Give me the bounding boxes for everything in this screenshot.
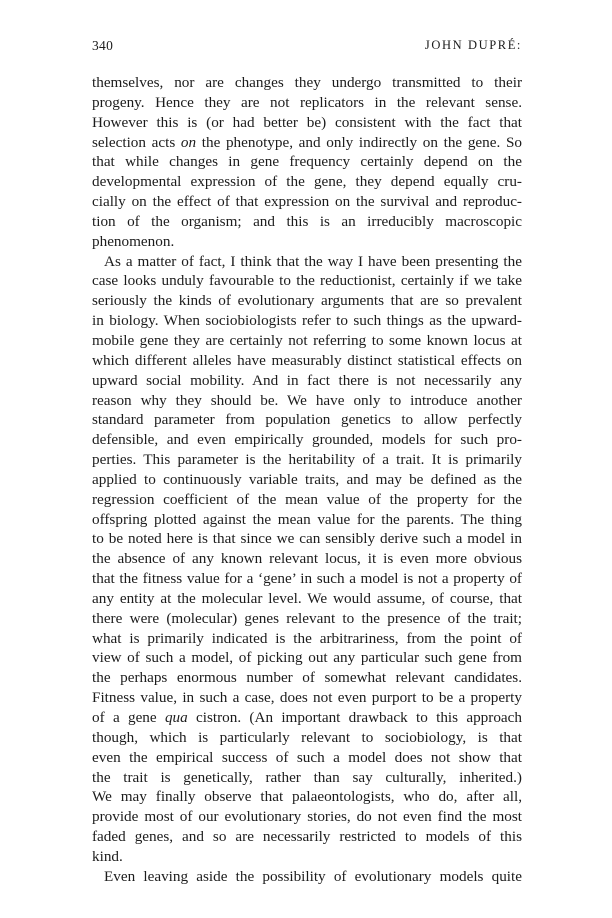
text-line: provide most of our evolutionary stories, do not even find the most (92, 808, 522, 826)
text-line: As a matter of fact, I think that the way I have been presenting the (104, 252, 522, 270)
text-line (92, 133, 522, 153)
text-line: there were (molecular) genes relevant to the presence of the trait; (92, 609, 522, 627)
text-line: reason why they should be. We have only to introduce another (92, 391, 522, 409)
text-run: selection acts (92, 133, 181, 151)
text-line: kind. (92, 847, 123, 865)
text-line: view of such a model, of picking out any particular such gene from (92, 649, 522, 667)
body-text (92, 73, 522, 887)
text-line: progeny. Hence they are not replicators in the relevant sense. (92, 93, 522, 111)
page-header (92, 38, 522, 58)
italic-term: on (180, 133, 197, 151)
text-line: though, which is particularly relevant to sociobiology, is that (92, 728, 522, 746)
text-line: cially on the effect of that expression on the survival and reproduc- (92, 193, 522, 211)
text-line: upward social mobility. And in fact there is not necessarily any (92, 371, 522, 389)
text-line: that while changes in gene frequency certainly depend on the (92, 153, 522, 171)
text-line: themselves, nor are changes they undergo transmitted to their (92, 74, 522, 91)
text-run: the phenotype, and only indirectly on the gene. So (196, 133, 522, 151)
text-line: what is primarily indicated is the arbitrariness, from the point of (92, 629, 522, 647)
text-line: case looks unduly favourable to the reductionist, certainly if we take (92, 272, 522, 290)
text-run: cistron. (An important drawback to this approach (187, 709, 522, 726)
text-line: Even leaving aside the possibility of evolutionary models quite (104, 867, 522, 885)
text-line: seriously the kinds of evolutionary arguments that are so prevalent (92, 292, 522, 310)
text-line: regression coefficient of the mean value of the property for the (92, 490, 522, 508)
text-line: mobile gene they are certainly not referring to some known locus at (92, 331, 522, 349)
text-line: offspring plotted against the mean value for the parents. The thing (92, 510, 522, 528)
text-line: However this is (or had better be) consistent with the fact that (92, 113, 522, 131)
italic-term: qua (164, 709, 188, 726)
text-line: the trait is genetically, rather than say culturally, inherited.) (92, 768, 522, 786)
text-line: applied to continuously variable traits, and may be defined as the (92, 470, 522, 488)
running-head: JOHN DUPRÉ: (424, 38, 522, 52)
text-line: tion of the organism; and this is an irreducibly macroscopic (92, 212, 522, 230)
text-line: perties. This parameter is the heritability of a trait. It is primarily (92, 451, 522, 469)
text-line: in biology. When sociobiologists refer to such things as the upward- (92, 312, 522, 330)
text-line: to be noted here is that since we can sensibly derive such a model in (92, 530, 522, 548)
text-line: phenomenon. (92, 232, 175, 250)
text-line (92, 708, 522, 728)
text-line: the absence of any known relevant locus, it is even more obvious (92, 550, 522, 568)
text-line: standard parameter from population genetics to allow perfectly (92, 411, 522, 429)
page-number: 340 (92, 38, 114, 53)
text-run: of a gene (92, 709, 165, 726)
text-line: any entity at the molecular level. We would assume, of course, that (92, 589, 522, 607)
text-line: faded genes, and so are necessarily restricted to models of this (92, 828, 522, 846)
text-line: that the fitness value for a ‘gene’ in such a model is not a property of (92, 570, 522, 588)
text-line: which different alleles have measurably distinct statistical effects on (92, 351, 522, 369)
text-line: the perhaps enormous number of somewhat relevant candidates. (92, 669, 522, 687)
text-line: defensible, and even empirically grounded, models for such pro- (92, 431, 522, 449)
text-line: Fitness value, in such a case, does not even purport to be a property (92, 689, 522, 707)
text-line: developmental expression of the gene, they depend equally cru- (92, 173, 522, 191)
text-line: even the empirical success of such a model does not show that (92, 748, 522, 766)
text-line: We may finally observe that palaeontologists, who do, after all, (92, 788, 522, 806)
